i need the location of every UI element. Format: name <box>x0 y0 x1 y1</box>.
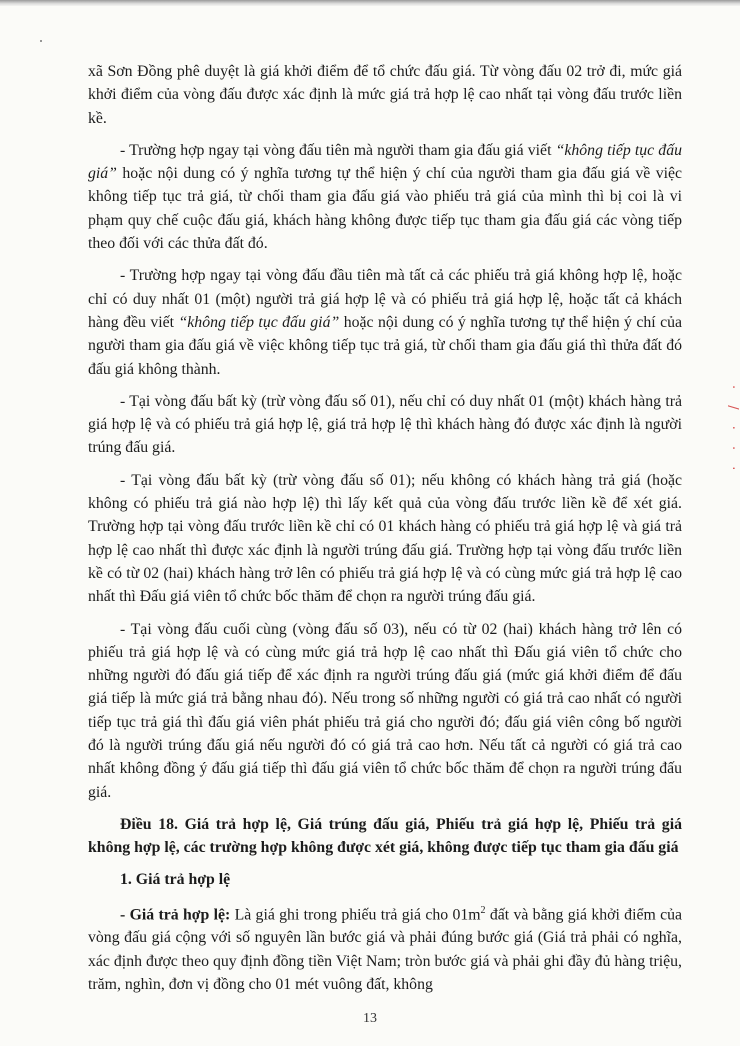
document-page <box>88 60 682 1005</box>
section-heading: 1. Giá trả hợp lệ <box>120 870 231 888</box>
paragraph-2 <box>88 139 682 255</box>
paragraph-2-italic: “không tiếp tục đấu giá” <box>88 141 682 183</box>
definition-term: - Giá trả hợp lệ: <box>120 906 231 924</box>
page-number: 13 <box>363 1011 377 1026</box>
paragraph-3-italic: “không tiếp tục đấu giá” <box>178 313 340 331</box>
superscript: 2 <box>480 904 486 916</box>
paragraph-2-text-a: - Trường hợp ngay tại vòng đấu tiên mà người tham gia đấu giá viết <box>120 141 556 159</box>
paragraph-3 <box>88 264 682 380</box>
paragraph-4: - Tại vòng đấu bất kỳ (trừ vòng đấu số 01), nếu chỉ có duy nhất 01 (một) khách hàng trả giá hợp lệ và có phiếu trả giá hợp lệ, giá trả hợp lệ thì khách hàng đó được xác định là người trúng đấu giá. <box>88 392 682 457</box>
scan-speck <box>40 40 42 42</box>
paragraph-6: - Tại vòng đấu cuối cùng (vòng đấu số 03), nếu có từ 02 (hai) khách hàng trở lên có phiếu trả giá hợp lệ và có cùng mức giá trả hợp lệ cao nhất thì Đấu giá viên tổ chức cho những người đó đấu giá tiếp để xác định ra người trúng đấu giá (mức giá khởi điểm để đấu giá tiếp là mức giá trả bằng nhau đó). Nếu trong số những người có giá trả cao nhất có người tiếp tục trả giá thì đấu giá viên phát phiếu trả giá cho người đó; đấu giá viên công bố người đó là người trúng đấu giá nếu người đó có giá trả cao hơn. Nếu tất cả người có giá trả cao nhất không đồng ý đấu giá tiếp thì đấu giá viên tổ chức bốc thăm để chọn ra người trúng đấu giá. <box>88 620 682 801</box>
article-heading: Điều 18. Giá trả hợp lệ, Giá trúng đấu giá, Phiếu trả giá hợp lệ, Phiếu trả giá không hợp lệ, các trường hợp không được xét giá, không được tiếp tục tham gia đấu giá <box>88 815 682 857</box>
definition-text-b: đất và bằng giá khởi điểm của vòng đấu giá cộng với số nguyên lần bước giá và phải đúng bước giá (Giá trả phải có nghĩa, xác định được theo quy định đồng tiền Việt Nam; tròn bước giá và phải ghi đầy đủ hàng triệu, trăm, nghìn, đơn vị đồng cho 01 mét vuông đất, không <box>88 906 683 993</box>
paragraph-5: - Tại vòng đấu bất kỳ (trừ vòng đấu số 01); nếu không có khách hàng trả giá (hoặc không có phiếu trả giá nào hợp lệ) thì lấy kết quả của vòng đấu trước liền kề để xét giá. Trường hợp tại vòng đấu trước liền kề chỉ có 01 khách hàng có phiếu trả giá hợp lệ và giá trả hợp lệ cao nhất thì được xác định là người trúng đấu giá. Trường hợp tại vòng đấu trước liền kề có từ 02 (hai) khách hàng trở lên có phiếu trả giá hợp lệ và có cùng mức giá trả hợp lệ cao nhất thì Đấu giá viên tổ chức bốc thăm để chọn ra người trúng đấu giá. <box>88 471 682 606</box>
paragraph-3-text-b: hoặc nội dung có ý nghĩa tương tự thể hiện ý chí của người tham gia đấu giá về việc không tiếp tục trả giá, từ chối tham gia đấu giá thì thửa đất đó đấu giá không thành. <box>88 313 683 378</box>
margin-stamp-mark: · / · · · <box>725 385 740 477</box>
paragraph-1: xã Sơn Đồng phê duyệt là giá khởi điểm để tổ chức đấu giá. Từ vòng đấu 02 trở đi, mức giá khởi điểm của vòng đấu được xác định là mức giá trả hợp lệ cao nhất tại vòng đấu trước liền kề. <box>88 63 682 127</box>
scan-edge <box>0 0 740 6</box>
paragraph-2-text-b: hoặc nội dung có ý nghĩa tương tự thể hiện ý chí của người tham gia đấu giá về việc không tiếp tục trả giá, từ chối tham gia đấu giá vào phiếu trả giá của mình thì bị coi là vi phạm quy chế cuộc đấu giá, khách hàng không được tiếp tục tham gia đấu giá các vòng tiếp theo đối với các thửa đất đó. <box>88 165 682 253</box>
paragraph-last <box>88 899 682 996</box>
definition-text-a: Là giá ghi trong phiếu trả giá cho 01m <box>230 906 481 924</box>
paragraph-3-text-a: - Trường hợp ngay tại vòng đấu đầu tiên mà tất cả các phiếu trả giá không hợp lệ, hoặc chỉ có duy nhất 01 (một) người trả giá hợp lệ và có phiếu trả giá hợp lệ, hoặc tất cả khách hàng đều viết <box>88 267 682 331</box>
